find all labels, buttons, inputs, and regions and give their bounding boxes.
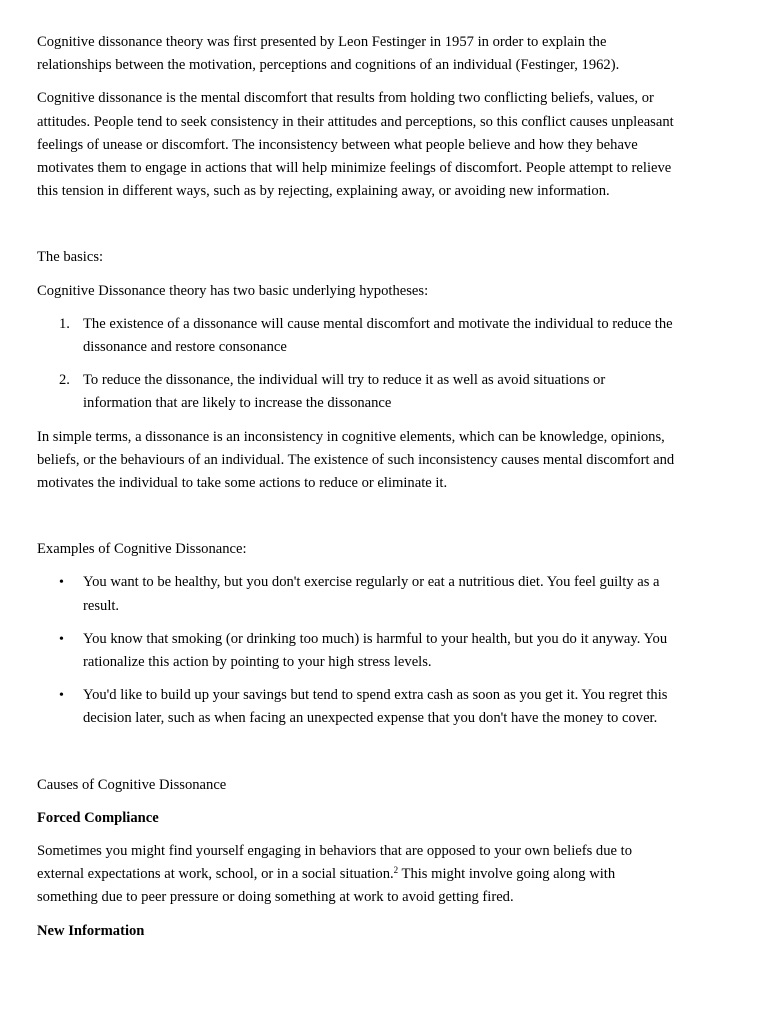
section-spacer: [37, 741, 677, 774]
basics-summary: In simple terms, a dissonance is an inconsistency in cognitive elements, which can be knowledge, opinions, beliefs, or the behaviours of an individual. The existence of such inconsistency causes mental discomfort and motivates the individual to take some actions to reduce or eliminate it.: [37, 428, 675, 492]
list-number: 2.: [59, 372, 70, 389]
forced-compliance-heading: Forced Compliance: [37, 809, 159, 826]
list-item-text: You'd like to build up your savings but tend to spend extra cash as soon as you get it. You regret this decision later, such as when facing an unexpected expense that you don't have the money to cover.: [83, 687, 668, 727]
document-page: [37, 31, 677, 953]
causes-heading: Causes of Cognitive Dissonance: [37, 776, 227, 793]
forced-text-part-1: Sometimes you might find yourself engaging in behaviors that are opposed to your own beliefs due to external expectations at work, school, or in a social situation.: [37, 843, 632, 883]
bullet-icon: •: [59, 575, 64, 591]
intro-paragraph-1: Cognitive dissonance theory was first presented by Leon Festinger in 1957 in order to explain the relationships between the motivation, perceptions and cognitions of an individual (Festinger, 1962).: [37, 34, 620, 74]
section-spacer: [37, 213, 677, 246]
forced-text-part-2: This might involve going along with something due to peer pressure or doing something at work to avoid getting fired.: [37, 866, 616, 906]
list-item: [37, 313, 677, 359]
new-information-heading: New Information: [37, 922, 145, 939]
list-item-text: You know that smoking (or drinking too much) is harmful to your health, but you do it anyway. You rationalize this action by pointing to your high stress levels.: [83, 630, 668, 671]
bullet-icon: •: [59, 631, 64, 647]
basics-heading: The basics:: [37, 249, 104, 266]
hypotheses-list: [37, 313, 677, 416]
list-item: [37, 684, 677, 730]
list-item: [37, 571, 677, 617]
list-item: [37, 628, 677, 674]
intro-paragraph-2: Cognitive dissonance is the mental discomfort that results from holding two conflicting beliefs, values, or attitudes. People tend to seek consistency in their attitudes and perceptions, so this conflict causes unpleasant feelings of unease or discomfort. The inconsistency between what people believe and how they behave motivates them to engage in actions that will help minimize feelings of discomfort. People attempt to relieve this tension in different ways, such as by rejecting, explaining away, or avoiding new information.: [37, 90, 674, 200]
examples-list: [37, 571, 677, 730]
section-spacer: [37, 505, 677, 538]
list-number: 1.: [59, 315, 70, 332]
examples-heading: Examples of Cognitive Dissonance:: [37, 541, 247, 558]
list-item-text: The existence of a dissonance will cause mental discomfort and motivate the individual to reduce the dissonance and restore consonance: [83, 315, 673, 356]
forced-compliance-paragraph: [37, 840, 677, 910]
list-item-text: To reduce the dissonance, the individual will try to reduce it as well as avoid situations or information that are likely to increase the dissonance: [83, 372, 606, 412]
footnote-reference: 2: [393, 865, 399, 876]
basics-lead: Cognitive Dissonance theory has two basic underlying hypotheses:: [37, 282, 429, 299]
list-item: [37, 369, 677, 415]
list-item-text: You want to be healthy, but you don't exercise regularly or eat a nutritious diet. You feel guilty as a result.: [83, 574, 660, 614]
bullet-icon: •: [59, 688, 64, 704]
